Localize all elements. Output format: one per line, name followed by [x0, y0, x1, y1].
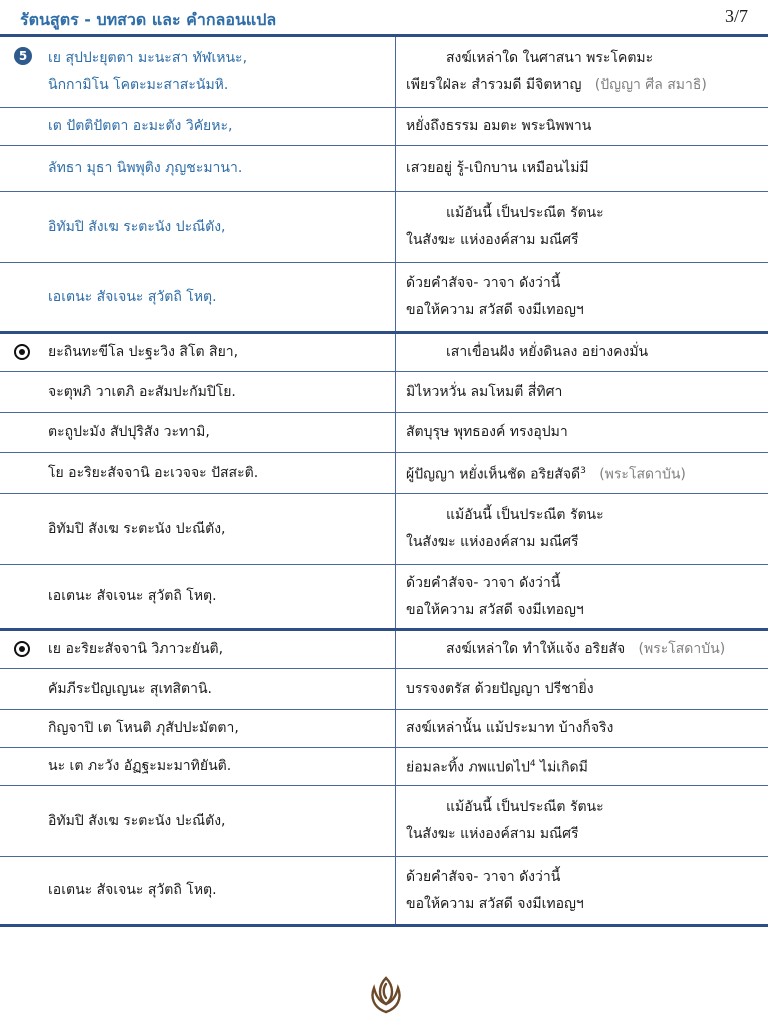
thai-translation-cell [396, 37, 768, 107]
pali-verse-cell [0, 453, 395, 493]
translation-line [396, 502, 768, 529]
pali-line: เอเตนะ สัจเจนะ สุวัตถิ โหตุ. [48, 288, 217, 305]
verse-row [0, 37, 768, 108]
translation-line [396, 339, 768, 366]
translation-text: หยั่งถึงธรรม อมตะ พระนิพพาน [406, 118, 592, 134]
thai-translation-cell [396, 857, 768, 924]
pali-verse-cell [0, 565, 395, 628]
translation-text: มิไหวหวั่น ลมโหมตี สี่ทิศา [406, 383, 563, 400]
page-header [0, 0, 768, 36]
thai-translation-cell [396, 192, 768, 262]
thai-translation-cell [396, 669, 768, 709]
section-number: 5 [14, 47, 32, 65]
translation-text: ด้วยคำสัจจ- วาจา ดังว่านี้ [406, 275, 561, 291]
translation-text: แม้อันนี้ เป็นประณีต รัตนะ [446, 799, 604, 815]
thai-translation-cell [396, 631, 768, 668]
translation-line [396, 821, 768, 848]
verse-row [0, 857, 768, 927]
pali-line: เย อะริยะสัจจานิ วิภาวะยันติ, [48, 641, 224, 657]
pali-line: โย อะริยะสัจจานิ อะเวจจะ ปัสสะติ. [48, 464, 259, 481]
translation-text: ผู้ปัญญา หยั่งเห็นชัด อริยสัจดี [406, 466, 581, 483]
pali-verse-cell [0, 786, 395, 856]
pali-line: อิทัมปิ สังเฆ ระตะนัง ปะณีตัง, [48, 812, 226, 829]
translation-text: ขอให้ความ สวัสดี จงมีเทอญฯ [406, 601, 584, 618]
pali-line: นิกกามิโน โคตะมะสาสะนัมหิ. [48, 77, 229, 93]
translation-line [396, 597, 768, 624]
translation-text: ในสังฆะ แห่งองค์สาม มณีศรี [406, 826, 579, 842]
verse-row [0, 146, 768, 192]
translation-line [396, 200, 768, 227]
verse-row [0, 192, 768, 263]
thai-translation-cell [396, 146, 768, 191]
verse-row [0, 413, 768, 453]
verse-row [0, 453, 768, 494]
verse-row [0, 565, 768, 631]
translation-text: ในสังฆะ แห่งองค์สาม มณีศรี [406, 534, 579, 550]
verse-row [0, 748, 768, 786]
pali-line: คัมภีระปัญเญนะ สุเทสิตานิ. [48, 680, 213, 697]
translation-text: ด้วยคำสัจจ- วาจา ดังว่านี้ [406, 868, 561, 885]
annotation-note: (ปัญญา ศีล สมาธิ) [581, 77, 707, 93]
pali-line: นะ เต ภะวัง อัฏฐะมะมาทิยันติ. [48, 758, 232, 774]
translation-line [396, 676, 768, 703]
translation-line [396, 419, 768, 446]
pali-line: อิทัมปิ สังเฆ ระตะนัง ปะณีตัง, [48, 218, 226, 235]
translation-text: ขอให้ความ สวัสดี จงมีเทอญฯ [406, 302, 584, 318]
pali-verse-cell [0, 631, 395, 668]
thai-translation-cell [396, 263, 768, 331]
translation-line [396, 751, 768, 782]
translation-line [396, 379, 768, 406]
translation-line [396, 715, 768, 742]
footnote-marker: 3 [580, 465, 586, 476]
chant-table [0, 37, 768, 927]
annotation-note: (พระโสดาบัน) [625, 641, 726, 657]
translation-line [396, 529, 768, 556]
pali-verse-cell [0, 372, 395, 412]
pali-verse-cell [0, 146, 395, 191]
translation-text: บรรจงตรัส ด้วยปัญญา ปรีชายิ่ง [406, 680, 594, 697]
verse-row [0, 108, 768, 146]
pali-verse-cell [0, 857, 395, 924]
pali-verse-cell [0, 748, 395, 785]
verse-row [0, 669, 768, 710]
translation-line [396, 891, 768, 918]
pali-line: กิญจาปิ เต โหนติ ภุสัปปะมัตตา, [48, 720, 239, 736]
pali-verse-cell [0, 334, 395, 371]
translation-line [396, 227, 768, 254]
pali-line: จะตุพภิ วาเตภิ อะสัมปะกัมปิโย. [48, 383, 236, 400]
translation-line [396, 72, 768, 99]
translation-text: สงฆ์เหล่าใด ทำให้แจ้ง อริยสัจ [446, 641, 626, 657]
translation-line [396, 270, 768, 297]
translation-line [396, 570, 768, 597]
pali-line: เย สุปปะยุตตา มะนะสา ทัฬเหนะ, [48, 50, 248, 66]
translation-line [396, 297, 768, 324]
translation-line [396, 155, 768, 182]
thai-translation-cell [396, 413, 768, 452]
verse-row [0, 372, 768, 413]
translation-text: ในสังฆะ แห่งองค์สาม มณีศรี [406, 232, 579, 248]
translation-text: สงฆ์เหล่าใด ในศาสนา พระโคตมะ [446, 50, 654, 66]
translation-line [396, 794, 768, 821]
page-number: 3/7 [724, 6, 748, 26]
pali-line: ลัทธา มุธา นิพพุติง ภุญชะมานา. [48, 160, 243, 176]
thai-translation-cell [396, 565, 768, 628]
annotation-note: (พระโสดาบัน) [585, 466, 686, 483]
footnote-marker: 4 [529, 759, 536, 770]
lotus-logo-icon [366, 972, 406, 1016]
pali-verse-cell [0, 494, 395, 564]
verse-row [0, 786, 768, 857]
translation-text: แม้อันนี้ เป็นประณีต รัตนะ [446, 507, 604, 523]
pali-verse-cell [0, 263, 395, 331]
translation-text: ขอให้ความ สวัสดี จงมีเทอญฯ [406, 895, 584, 912]
thai-translation-cell [396, 748, 768, 785]
pali-line: อิทัมปิ สังเฆ ระตะนัง ปะณีตัง, [48, 520, 226, 537]
thai-translation-cell [396, 334, 768, 371]
translation-line [396, 45, 768, 72]
verse-row [0, 334, 768, 372]
pali-verse-cell [0, 413, 395, 452]
verse-row [0, 494, 768, 565]
verse-row [0, 263, 768, 334]
translation-text: ย่อมละทิ้ง ภพแปดไป [406, 759, 530, 776]
pali-verse-cell [0, 710, 395, 747]
thai-translation-cell [396, 710, 768, 747]
pali-verse-cell [0, 37, 395, 107]
pali-line: เอเตนะ สัจเจนะ สุวัตถิ โหตุ. [48, 588, 217, 604]
pali-verse-cell [0, 669, 395, 709]
thai-translation-cell [396, 786, 768, 856]
pali-line: เต ปัตติปัตตา อะมะตัง วิคัยหะ, [48, 118, 233, 134]
translation-text: สงฆ์เหล่านั้น แม้ประมาท บ้างก็จริง [406, 720, 614, 736]
translation-text: ด้วยคำสัจจ- วาจา ดังว่านี้ [406, 574, 561, 591]
translation-text: เสาเขื่อนฝัง หยั่งดินลง อย่างคงมั่น [446, 344, 649, 360]
thai-translation-cell [396, 453, 768, 493]
translation-text: เสวยอยู่ รู้-เบิกบาน เหมือนไม่มี [406, 160, 589, 176]
pali-verse-cell [0, 108, 395, 145]
thai-translation-cell [396, 108, 768, 145]
translation-line [396, 636, 768, 663]
document-title: รัตนสูตร - บทสวด และ คำกลอนแปล [20, 10, 277, 29]
translation-text-continued: ไม่เกิดมี [535, 759, 588, 776]
thai-translation-cell [396, 372, 768, 412]
translation-text: เพียรใฝ่ละ สำรวมดี มีจิตหาญ [406, 77, 582, 93]
verse-row [0, 710, 768, 748]
translation-line [396, 113, 768, 140]
pali-verse-cell [0, 192, 395, 262]
pali-line: ยะถินทะขีโล ปะฐะวิง สิโต สิยา, [48, 344, 239, 360]
verse-row [0, 631, 768, 669]
translation-line [396, 864, 768, 891]
translation-line [396, 458, 768, 489]
pali-line: เอเตนะ สัจเจนะ สุวัตถิ โหตุ. [48, 882, 217, 898]
translation-text: แม้อันนี้ เป็นประณีต รัตนะ [446, 205, 604, 221]
thai-translation-cell [396, 494, 768, 564]
pali-line: ตะถูปะมัง สัปปุริสัง วะทามิ, [48, 424, 210, 440]
translation-text: สัตบุรุษ พุทธองค์ ทรงอุปมา [406, 424, 568, 440]
